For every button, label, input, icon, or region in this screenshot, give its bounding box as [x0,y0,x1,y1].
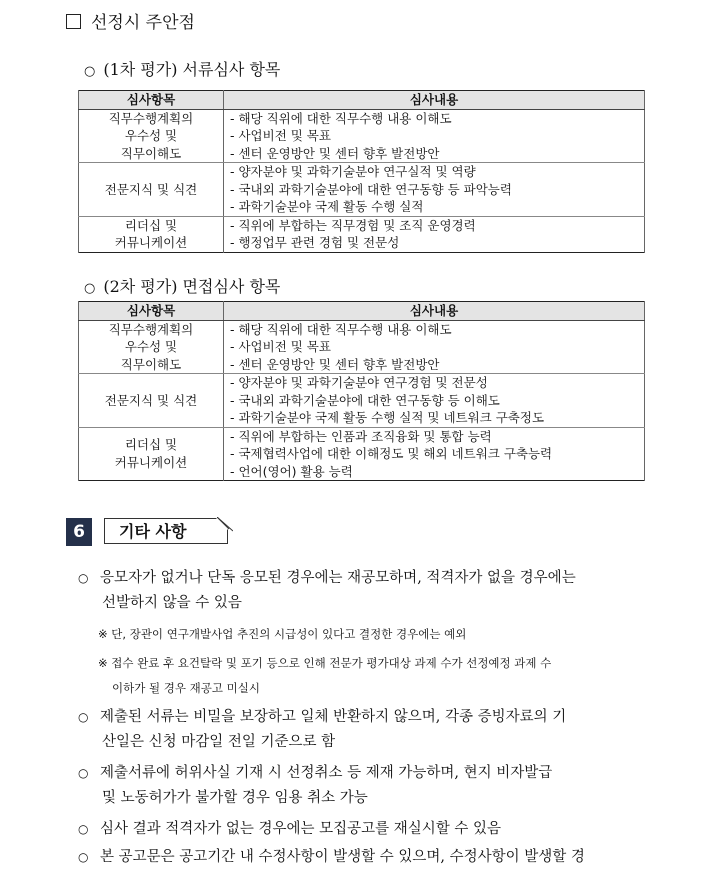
bullet-text: 제출된 서류는 비밀을 보장하고 일체 반환하지 않으며, 각종 증빙자료의 기 [100,709,567,725]
bullet-text: 본 공고문은 공고기간 내 수정사항이 발생할 수 있으며, 수정사항이 발생할 경 [100,849,585,865]
content-text: - 국내외 과학기술분야에 대한 연구동향 등 이해도 [230,392,500,408]
bullet-text: 제출서류에 허위사실 기재 시 선정취소 등 제재 가능하며, 현지 비자발급 [100,765,553,781]
bullet-text: 산일은 신청 마감일 전일 기준으로 함 [102,734,336,750]
content-text: - 사업비전 및 목표 [230,339,331,354]
eval2-table [78,301,645,481]
column-header: 심사내용 [224,91,645,110]
bullet-text: 응모자가 없거나 단독 응모된 경우에는 재공모하며, 적격자가 없을 경우에는 [100,570,576,586]
note-text: 이하가 될 경우 재공고 미실시 [112,681,260,695]
content-text: - 과학기술분야 국제 활동 수행 실적 및 네트워크 구축정도 [230,410,545,425]
content-cell [224,374,645,428]
circle-bullet-icon: ○ [84,281,96,296]
content-text: - 해당 직위에 대한 직무수행 내용 이해도 [230,321,452,337]
criteria-cell [79,427,224,481]
eval1-table [78,90,645,253]
criteria-text: 리더십 및 [124,217,178,233]
criteria-text: 우수성 및 [124,128,178,143]
criteria-cell [79,109,224,163]
circle-bullet-icon: ○ [78,766,89,780]
note-text: ※ 단, 장관이 연구개발사업 추진의 시급성이 있다고 결정한 경우에는 예외 [98,627,467,641]
table-row [79,109,645,163]
content-text: - 직위에 부합하는 인품과 조직융화 및 통합 능력 [230,428,492,444]
table-row [79,374,645,428]
content-text: - 국내외 과학기술분야에 대한 연구동향 등 파악능력 [230,181,512,197]
bullet-item [78,705,648,755]
criteria-text: 직무이해도 [120,145,182,161]
content-cell [224,216,645,252]
section-title: 선정시 주안점 [91,13,195,33]
table-row [79,427,645,481]
content-text: - 국제협력사업에 대한 이해정도 및 해외 네트워크 구축능력 [230,446,553,461]
eval1-heading [84,57,280,80]
note-text: ※ 접수 완료 후 요건탈락 및 포기 등으로 인해 전문가 평가대상 과제 수가 선정예정 과제 수 [98,656,552,670]
eval1-title: (1차 평가) 서류심사 항목 [103,60,281,79]
note-item [98,622,648,647]
content-text: - 센터 운영방안 및 센터 향후 발전방안 [230,145,440,161]
column-header: 심사내용 [224,302,645,321]
table-header-row [79,91,645,110]
content-text: - 사업비전 및 목표 [230,128,331,143]
criteria-text: 리더십 및 [124,437,178,453]
table-row [79,216,645,252]
criteria-cell [79,320,224,374]
criteria-text: 전문지식 및 식견 [104,181,198,197]
circle-bullet-icon: ○ [78,850,89,864]
section6-title: 기타 사항 [104,518,228,544]
section-heading [66,8,195,33]
content-cell [224,109,645,163]
circle-bullet-icon: ○ [78,710,89,724]
criteria-text: 직무수행계획의 [108,110,194,126]
content-cell [224,320,645,374]
criteria-text: 전문지식 및 식견 [104,392,198,408]
criteria-cell [79,374,224,428]
bullet-text: 선발하지 않을 수 있음 [102,595,242,611]
table-row [79,320,645,374]
criteria-text: 직무이해도 [120,356,182,372]
folded-corner-icon [217,517,233,533]
circle-bullet-icon: ○ [78,571,89,585]
bullet-item [78,566,648,616]
circle-bullet-icon: ○ [78,822,89,836]
bullet-item [78,845,648,870]
criteria-text: 우수성 및 [124,339,178,354]
criteria-text: 커뮤니케이션 [114,235,188,250]
content-cell [224,427,645,481]
column-header: 심사항목 [79,302,224,321]
note-item [98,651,648,701]
content-text: - 양자분야 및 과학기술분야 연구경험 및 전문성 [230,375,488,390]
content-text: - 과학기술분야 국제 활동 수행 실적 [230,199,424,214]
criteria-cell [79,163,224,217]
circle-bullet-icon: ○ [84,64,96,79]
bullet-item [78,817,648,842]
criteria-cell [79,216,224,252]
table-row [79,163,645,217]
content-text: - 양자분야 및 과학기술분야 연구실적 및 역량 [230,164,476,179]
bullet-text: 및 노동허가가 불가할 경우 임용 취소 가능 [102,790,368,806]
checkbox-square-icon [66,14,81,29]
column-header: 심사항목 [79,91,224,110]
table-header-row [79,302,645,321]
eval2-heading [84,274,280,297]
eval2-title: (2차 평가) 면접심사 항목 [103,277,281,296]
criteria-text: 커뮤니케이션 [114,454,188,470]
bullet-item [78,761,648,811]
content-text: - 센터 운영방안 및 센터 향후 발전방안 [230,356,440,372]
content-text: - 해당 직위에 대한 직무수행 내용 이해도 [230,110,452,126]
content-text: - 행정업무 관련 경험 및 전문성 [230,235,400,250]
content-text: - 직위에 부합하는 직무경험 및 조직 운영경력 [230,217,476,233]
section-number-badge: 6 [66,518,92,546]
bullet-text: 심사 결과 적격자가 없는 경우에는 모집공고를 재실시할 수 있음 [100,821,502,837]
content-cell [224,163,645,217]
content-text: - 언어(영어) 활용 능력 [230,463,353,479]
criteria-text: 직무수행계획의 [108,321,194,337]
